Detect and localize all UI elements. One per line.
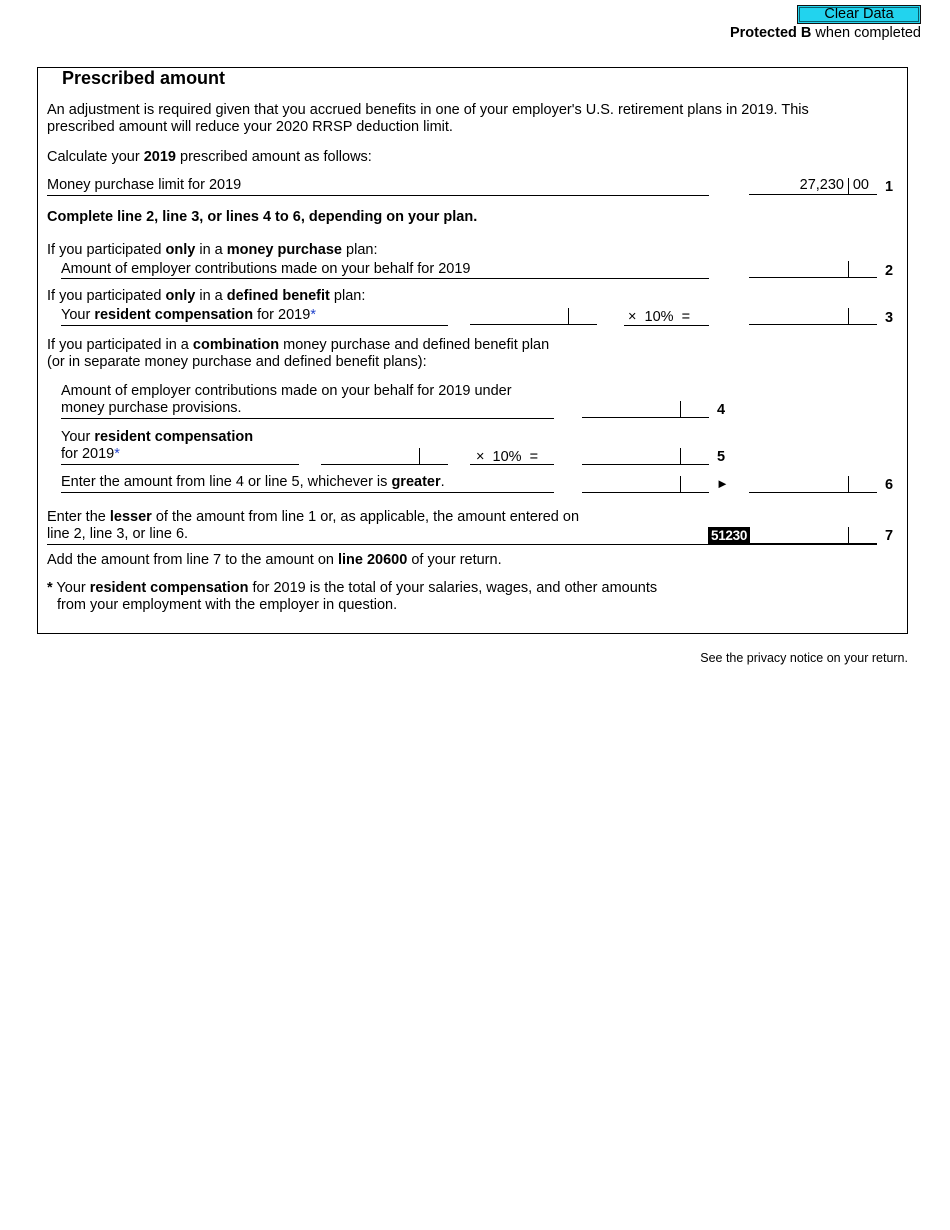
arrow-right-icon: ► [716, 476, 729, 491]
calc-text-a: Calculate your [47, 149, 144, 165]
line-5-multiplier [476, 449, 538, 465]
cents-separator [680, 448, 681, 464]
line-5-result [582, 448, 709, 465]
note-text-c: for 2019 is the total of your salaries, wages, and other amounts [248, 580, 658, 596]
times-sign: × [628, 309, 637, 325]
mp-text-d: money purchase [226, 242, 342, 258]
line-5-number: 5 [717, 449, 726, 465]
cents-separator [848, 476, 849, 492]
line-5-label-rule [61, 464, 299, 465]
l7-text-b: lesser [109, 509, 152, 525]
line-6-rule [61, 492, 554, 493]
line-7-label-2: line 2, line 3, or line 6. [47, 526, 189, 542]
line-3-multiplier [628, 309, 690, 325]
combo-text-c: money purchase and defined benefit plan [279, 337, 550, 353]
cents-separator [680, 401, 681, 417]
line-1-label: Money purchase limit for 2019 [47, 177, 242, 193]
footnote-asterisk: * [47, 580, 53, 596]
line-4-input[interactable] [582, 401, 709, 418]
protected-b-notice [730, 25, 921, 41]
footnote-line-2: from your employment with the employer in question. [57, 597, 398, 613]
add-text-b: line 20600 [337, 552, 408, 568]
line-5-rate-rule [470, 464, 554, 465]
db-text-a: If you participated [47, 288, 166, 304]
mp-text-e: plan: [342, 242, 378, 258]
cents-separator [568, 308, 569, 324]
l6-text-a: Enter the amount from line 4 or line 5, whichever is [61, 474, 392, 490]
mp-text-b: only [165, 242, 196, 258]
combo-text-b: combination [192, 337, 280, 353]
line-3-label [61, 307, 316, 323]
l5-text-b: resident compensation [94, 429, 254, 445]
privacy-notice: See the privacy notice on your return. [700, 651, 908, 665]
calculate-instruction [47, 149, 372, 165]
l7-text-c: of the amount from line 1 or, as applicable, the amount entered on [151, 509, 580, 525]
db-text-e: plan: [329, 288, 366, 304]
percent-rate: 10% [644, 309, 674, 325]
l5-text-c: for 2019 [61, 446, 115, 462]
money-purchase-heading [47, 242, 377, 258]
add-text-c: of your return. [407, 552, 502, 568]
mp-text-c: in a [195, 242, 227, 258]
db-text-c: in a [195, 288, 227, 304]
line-2-input[interactable] [749, 261, 877, 278]
l7-text-a: Enter the [47, 509, 110, 525]
protected-b-label: Protected B [729, 25, 812, 41]
line-7-rule [47, 544, 877, 545]
line-2-number: 2 [885, 263, 894, 279]
l6-text-c: . [440, 474, 445, 490]
line-6-number: 6 [885, 477, 894, 493]
l6-text-b: greater [391, 474, 441, 490]
line-3-compensation-input[interactable] [470, 308, 597, 325]
line-3-number: 3 [885, 310, 894, 326]
line-1-dollars: 27,230 [799, 177, 844, 193]
combination-heading [47, 337, 549, 353]
calc-text-c: prescribed amount as follows: [175, 149, 372, 165]
asterisk-link[interactable]: * [310, 307, 316, 323]
line-1-number: 1 [885, 179, 894, 195]
line-6-label [61, 474, 445, 490]
line-2-rule [61, 278, 709, 279]
add-instruction [47, 552, 502, 568]
line-6-result [749, 476, 877, 493]
line-5-label-1 [61, 429, 253, 445]
line-4-number: 4 [717, 402, 726, 418]
line-1-cents: 00 [852, 177, 869, 193]
intro-text: An adjustment is required given that you accrued benefits in one of your employer's U.S. retirement plans in 2019. This prescribed amount will reduce your 2020 RRSP deduction limit. [47, 102, 809, 135]
equals-sign: = [529, 449, 539, 465]
percent-rate: 10% [492, 449, 522, 465]
l3-text-b: resident compensation [94, 307, 254, 323]
l3-text-c: for 2019 [253, 307, 311, 323]
asterisk-link[interactable]: * [114, 446, 120, 462]
cents-separator [848, 308, 849, 324]
db-text-d: defined benefit [226, 288, 330, 304]
line-6-selected-amount [582, 476, 709, 493]
note-text-a: Your [52, 580, 90, 596]
times-sign: × [476, 449, 485, 465]
section-title: Prescribed amount [50, 68, 237, 89]
cents-separator [419, 448, 420, 464]
line-3-label-rule [61, 325, 448, 326]
line-1-rule [47, 195, 709, 196]
l5-text-a: Your [61, 429, 95, 445]
combo-text-a: If you participated in a [47, 337, 193, 353]
calc-year: 2019 [143, 149, 176, 165]
line-3-result [749, 308, 877, 325]
line-5-label-2 [61, 446, 120, 462]
line-7-label-1 [47, 509, 579, 525]
protected-b-suffix: when completed [811, 25, 921, 41]
line-7-code-badge: 51230 [708, 527, 750, 544]
line-1-amount [749, 178, 877, 195]
cents-separator [680, 476, 681, 492]
combination-subheading: (or in separate money purchase and defined benefit plans): [47, 354, 427, 370]
db-text-b: only [165, 288, 196, 304]
l3-text-a: Your [61, 307, 95, 323]
line-3-rate-rule [624, 325, 709, 326]
equals-sign: = [681, 309, 691, 325]
defined-benefit-heading [47, 288, 365, 304]
line-7-number: 7 [885, 528, 894, 544]
line-4-label-1: Amount of employer contributions made on your behalf for 2019 under [61, 383, 512, 399]
line-4-label-2: money purchase provisions. [61, 400, 242, 416]
line-2-label: Amount of employer contributions made on your behalf for 2019 [61, 261, 471, 277]
complete-instruction: Complete line 2, line 3, or lines 4 to 6, depending on your plan. [47, 209, 478, 225]
line-4-rule [61, 418, 554, 419]
cents-separator [848, 178, 849, 194]
clear-data-button[interactable]: Clear Data [797, 5, 921, 24]
note-text-b: resident compensation [89, 580, 249, 596]
mp-text-a: If you participated [47, 242, 166, 258]
add-text-a: Add the amount from line 7 to the amount on [47, 552, 338, 568]
cents-separator [848, 527, 849, 543]
line-7-result [749, 527, 877, 544]
line-5-compensation-input[interactable] [321, 448, 448, 465]
footnote [47, 580, 657, 596]
cents-separator [848, 261, 849, 277]
